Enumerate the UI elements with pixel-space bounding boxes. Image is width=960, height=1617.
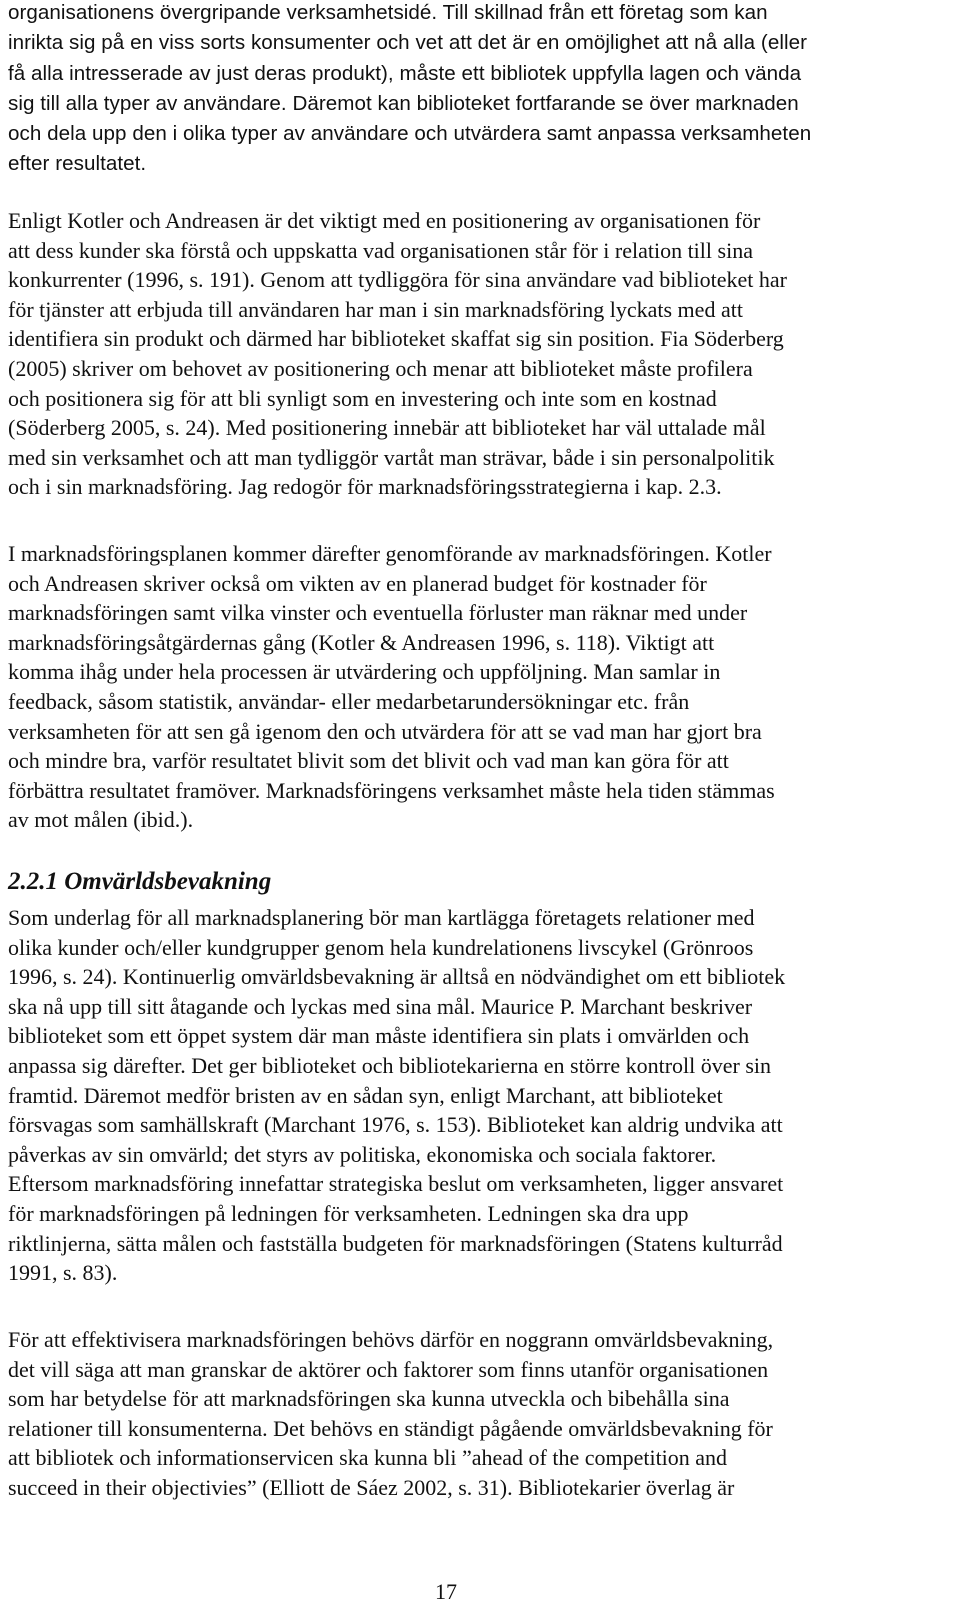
text-line: påverkas av sin omvärld; det styrs av politiska, ekonomiska och sociala faktorer. [8, 1141, 717, 1167]
text-line: verksamheten för att sen gå igenom den och utvärdera för att se vad man har gjort bra [8, 718, 762, 744]
text-line: organisationens övergripande verksamhetsidé. Till skillnad från ett företag som kan [8, 1, 768, 24]
text-line: för marknadsföringen på ledningen för verksamheten. Ledningen ska dra upp [8, 1200, 689, 1226]
text-line: riktlinjerna, sätta målen och fastställa budgeten för marknadsföringen (Statens kulturråd [8, 1230, 783, 1256]
text-line: feedback, såsom statistik, användar- eller medarbetarundersökningar etc. från [8, 688, 690, 714]
text-line: marknadsföringsåtgärdernas gång (Kotler & Andreasen 1996, s. 118). Viktigt att [8, 629, 715, 655]
paragraph-3 [8, 539, 953, 835]
text-line: (2005) skriver om behovet av positionering och menar att biblioteket måste profilera [8, 355, 753, 381]
text-line: För att effektivisera marknadsföringen behövs därför en noggrann omvärldsbevakning, [8, 1327, 774, 1352]
text-line: 1991, s. 83). [8, 1260, 118, 1286]
text-line: ska nå upp till sitt åtagande och lyckas med sina mål. Maurice P. Marchant beskriver [8, 993, 753, 1019]
text-line: relationer till konsumenterna. Det behövs en ständigt pågående omvärldsbevakning för [8, 1415, 773, 1441]
text-line: förbättra resultatet framöver. Marknadsföringens verksamhet måste hela tiden stämmas [8, 777, 775, 803]
text-line: och i sin marknadsföring. Jag redogör för marknadsföringsstrategierna i kap. 2.3. [8, 474, 722, 500]
text-line: försvagas som samhällskraft (Marchant 1976, s. 153). Biblioteket kan aldrig undvika att [8, 1112, 783, 1138]
text-line: få alla intresserade av just deras produkt), måste ett bibliotek uppfylla lagen och vända [8, 61, 802, 85]
text-line: för tjänster att erbjuda till användaren har man i sin marknadsföring lyckats med att [8, 296, 743, 322]
text-line: biblioteket som ett öppet system där man måste identifiera sin plats i omvärlden och [8, 1023, 750, 1049]
text-line: Eftersom marknadsföring innefattar strategiska beslut om verksamheten, ligger ansvaret [8, 1171, 784, 1197]
text-line: succeed in their objectivies” (Elliott de Sáez 2002, s. 31). Bibliotekarier överlag är [8, 1474, 735, 1500]
text-line: inrikta sig på en viss sorts konsumenter och vet att det är en omöjlighet att nå alla (eller [8, 31, 807, 55]
text-line: Som underlag för all marknadsplanering bör man kartlägga företagets relationer med [8, 905, 755, 930]
text-line: och mindre bra, varför resultatet blivit som det blivit och vad man kan göra för att [8, 748, 729, 774]
text-line: (Söderberg 2005, s. 24). Med positionering innebär att biblioteket har väl uttalade mål [8, 415, 766, 441]
text-line: att bibliotek och informationservicen ska kunna bli ”ahead of the competition and [8, 1445, 728, 1471]
page-number: 17 [435, 1579, 457, 1604]
text-line: sig till alla typer av användare. Däremot kan biblioteket fortfarande se över marknaden [8, 91, 799, 115]
text-line: marknadsföringen samt vilka vinster och eventuella förluster man räknar med under [8, 600, 748, 626]
text-line: och Andreasen skriver också om vikten av en planerad budget för kostnader för [8, 570, 707, 596]
text-line: 1996, s. 24). Kontinuerlig omvärldsbevakning är alltså en nödvändighet om ett bibliotek [8, 964, 786, 990]
text-line: olika kunder och/eller kundgrupper genom hela kundrelationens livscykel (Grönroos [8, 934, 754, 960]
text-line: som har betydelse för att marknadsföringen ska kunna utveckla och bibehålla sina [8, 1386, 730, 1412]
text-line: Enligt Kotler och Andreasen är det viktigt med en positionering av organisationen för [8, 208, 761, 233]
text-line: framtid. Däremot medför bristen av en sådan syn, enligt Marchant, att biblioteket [8, 1082, 723, 1108]
text-line: att dess kunder ska förstå och uppskatta vad organisationen står för i relation till sina [8, 237, 753, 263]
text-line: anpassa sig därefter. Det ger biblioteket och bibliotekarierna en större kontroll över sin [8, 1052, 772, 1078]
paragraph-1 [8, 0, 953, 180]
paragraph-4 [8, 903, 953, 1288]
paragraph-5 [8, 1325, 953, 1503]
text-line: och dela upp den i olika typer av användare och utvärdera samt anpassa verksamheten [8, 122, 812, 146]
text-line: komma ihåg under hela processen är utvärdering och uppföljning. Man samlar in [8, 659, 721, 685]
text-line: efter resultatet. [8, 152, 147, 176]
text-line: och positionera sig för att bli synligt som en investering och inte som en kostnad [8, 385, 717, 411]
text-line: av mot målen (ibid.). [8, 807, 194, 833]
section-heading: 2.2.1 Omvärldsbevakning [8, 868, 272, 895]
text-line: I marknadsföringsplanen kommer därefter genomförande av marknadsföringen. Kotler [8, 541, 772, 566]
paragraph-2 [8, 206, 953, 502]
text-line: det vill säga att man granskar de aktörer och faktorer som finns utanför organisationen [8, 1356, 769, 1382]
text-line: identifiera sin produkt och därmed har biblioteket skaffat sig sin position. Fia Söderberg [8, 326, 784, 352]
text-line: med sin verksamhet och att man tydliggör vartåt man strävar, både i sin personalpolitik [8, 444, 775, 470]
text-line: konkurrenter (1996, s. 191). Genom att tydliggöra för sina användare vad biblioteket har [8, 267, 787, 293]
